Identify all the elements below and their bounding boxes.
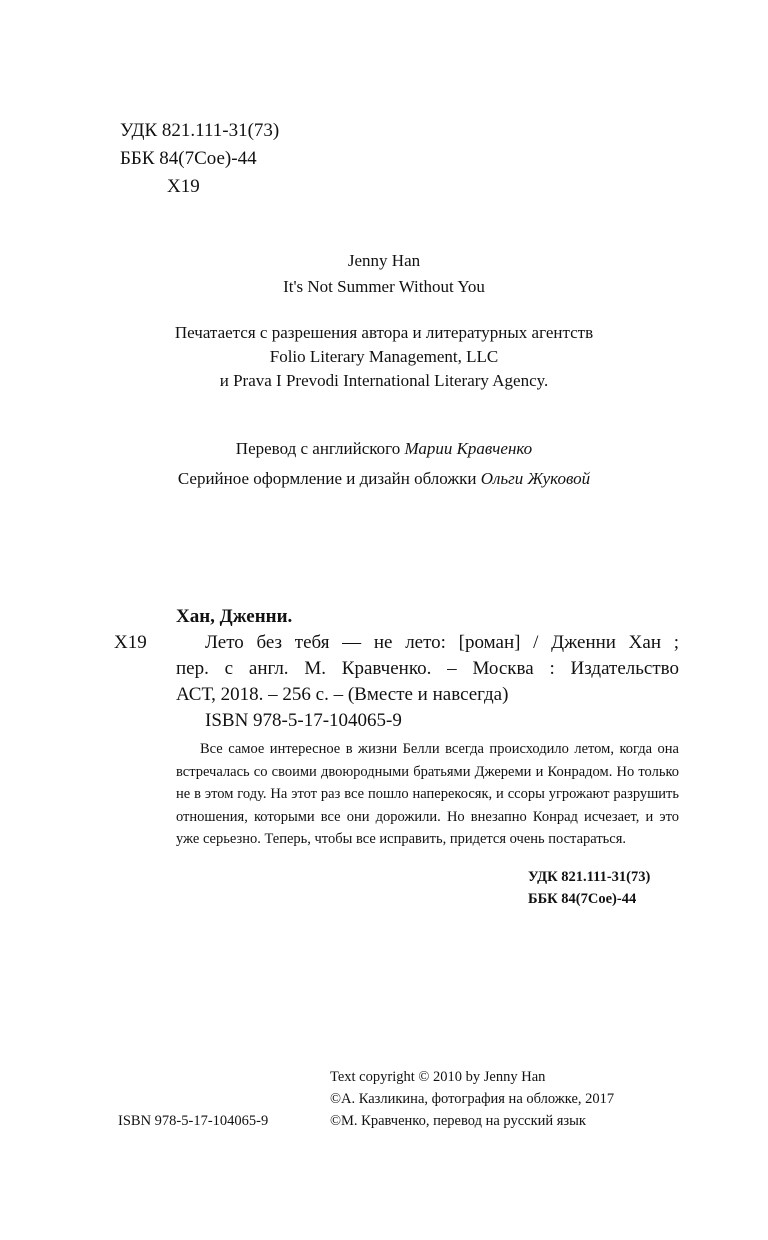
translation-credit <box>0 438 768 460</box>
bbk-code-top: ББК 84(7Сое)-44 <box>120 148 257 169</box>
catalog-author-mark: Х19 <box>114 632 147 653</box>
catalog-heading: Хан, Дженни. <box>176 606 293 627</box>
author-mark-top: Х19 <box>167 176 200 197</box>
permission-line-3: и Prava I Prevodi International Literary Agency. <box>219 371 549 390</box>
permission-line-2: Folio Literary Management, LLC <box>269 347 499 366</box>
design-prefix: Серийное оформление и дизайн обложки <box>177 469 477 488</box>
annotation-paragraph <box>176 738 679 851</box>
isbn-bottom: ISBN 978-5-17-104065-9 <box>118 1113 269 1129</box>
udk-code-top: УДК 821.111-31(73) <box>120 120 280 141</box>
translation-prefix: Перевод с английского <box>235 439 401 458</box>
original-title: It's Not Summer Without You <box>283 277 485 296</box>
catalog-isbn: ISBN 978-5-17-104065-9 <box>205 710 402 731</box>
design-credit <box>0 468 768 490</box>
copyright-line-2: ©А. Казликина, фотография на обложке, 2017 <box>330 1091 615 1107</box>
designer-name: Ольги Жуковой <box>480 469 591 488</box>
udk-code-bottom: УДК 821.111-31(73) <box>528 869 651 885</box>
permission-line-1: Печатается с разрешения автора и литературных агентств <box>174 323 594 342</box>
translator-name: Марии Кравченко <box>404 439 533 458</box>
catalog-line-1: Лето без тебя — не лето: [роман] / Дженни Хан ; <box>205 632 679 653</box>
catalog-line-2: пер. с англ. М. Кравченко. – Москва : Издательство <box>176 658 679 679</box>
copyright-line-1: Text copyright © 2010 by Jenny Han <box>330 1069 546 1085</box>
original-author: Jenny Han <box>347 251 421 270</box>
copyright-line-3: ©М. Кравченко, перевод на русский язык <box>330 1113 586 1129</box>
annotation-text: Все самое интересное в жизни Белли всегда происходило летом, когда она встречалась со своими двоюродными братьями Джереми и Конрадом. Но только не в этом году. На этот раз все пошло наперекосяк, и ссоры угрожают разрушить отношения, которыми все они дорожили. Но внезапно Конрад исчезает, и это уже серьезно. Теперь, чтобы все исправить, придется очень постараться. <box>176 741 679 847</box>
catalog-line-3: АСТ, 2018. – 256 с. – (Вместе и навсегда) <box>176 684 509 705</box>
bbk-code-bottom: ББК 84(7Сое)-44 <box>528 891 637 907</box>
